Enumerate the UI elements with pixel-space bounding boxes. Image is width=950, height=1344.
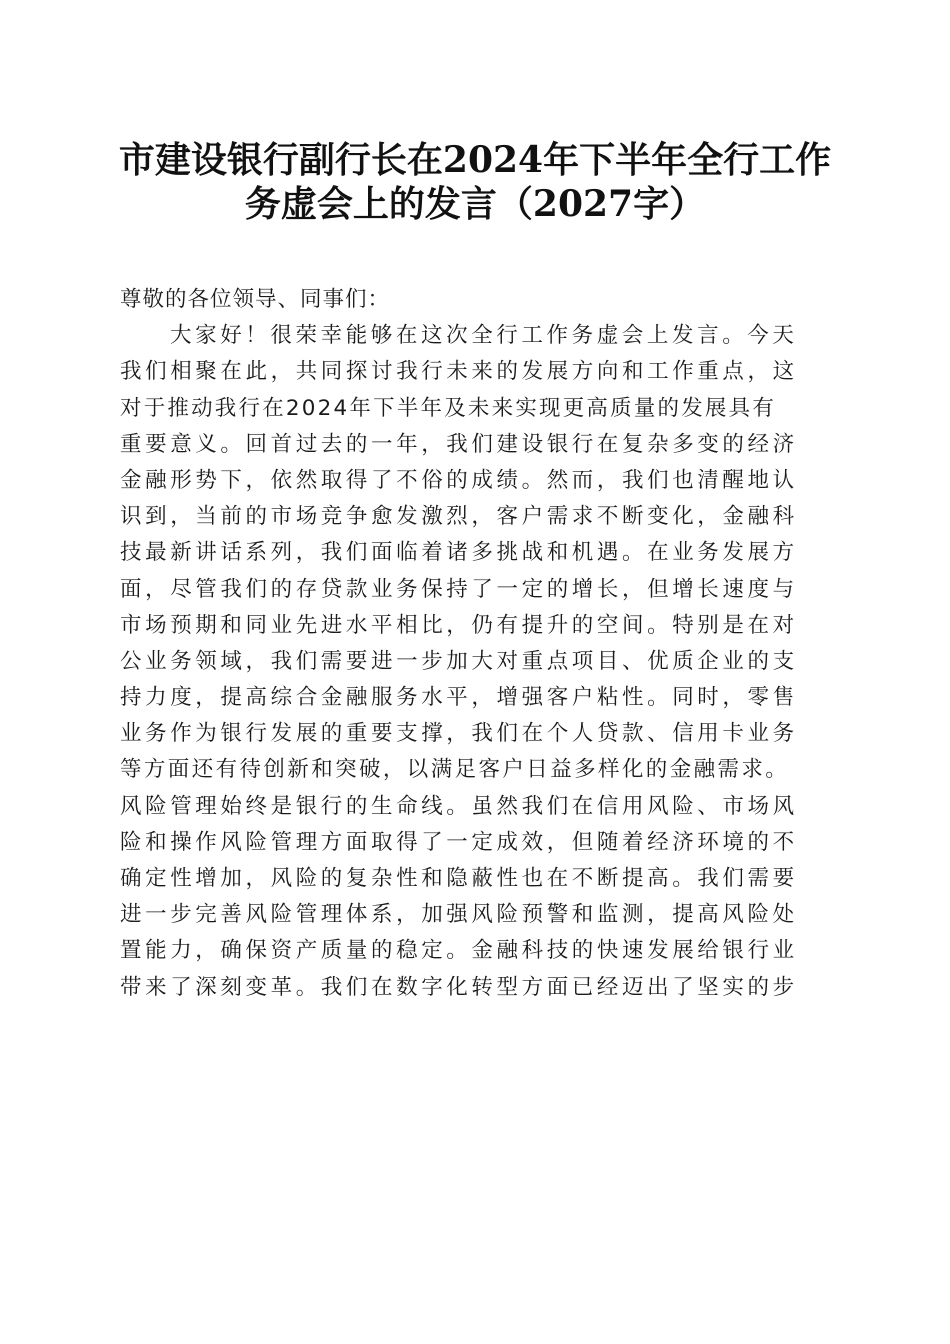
body-line: 置能力，确保资产质量的稳定。金融科技的快速发展给银行业 (120, 938, 798, 964)
document-title (60, 138, 890, 226)
body-line: 对于推动我行在2024年下半年及未来实现更高质量的发展具有 (120, 395, 777, 421)
body-line: 险和操作风险管理方面取得了一定成效，但随着经济环境的不 (120, 829, 798, 855)
body-line: 风险管理始终是银行的生命线。虽然我们在信用风险、市场风 (120, 793, 798, 819)
body-line: 识到，当前的市场竞争愈发激烈，客户需求不断变化，金融科 (120, 504, 798, 530)
body-line: 公业务领域，我们需要进一步加大对重点项目、优质企业的支 (120, 648, 798, 674)
title-line-2: 务虚会上的发言（2027字） (244, 183, 706, 225)
body-line: 带来了深刻变革。我们在数字化转型方面已经迈出了坚实的步 (120, 974, 798, 1000)
body-line: 进一步完善风险管理体系，加强风险预警和监测，提高风险处 (120, 902, 798, 928)
body-line: 大家好！很荣幸能够在这次全行工作务虚会上发言。今天 (170, 323, 798, 349)
body-line: 业务作为银行发展的重要支撑，我们在个人贷款、信用卡业务 (120, 721, 798, 747)
title-line-1: 市建设银行副行长在2024年下半年全行工作 (118, 139, 832, 181)
body-line: 持力度，提高综合金融服务水平，增强客户粘性。同时，零售 (120, 685, 798, 711)
salutation: 尊敬的各位领导、同事们： (120, 287, 391, 312)
document-body (120, 282, 830, 1006)
body-line: 确定性增加，风险的复杂性和隐蔽性也在不断提高。我们需要 (120, 866, 798, 891)
body-line: 我们相聚在此，共同探讨我行未来的发展方向和工作重点，这 (120, 359, 798, 385)
body-line: 面，尽管我们的存贷款业务保持了一定的增长，但增长速度与 (120, 576, 798, 602)
body-line: 金融形势下，依然取得了不俗的成绩。然而，我们也清醒地认 (120, 467, 798, 493)
body-line: 市场预期和同业先进水平相比，仍有提升的空间。特别是在对 (120, 612, 798, 638)
body-line: 技最新讲话系列，我们面临着诸多挑战和机遇。在业务发展方 (120, 540, 798, 566)
body-line: 重要意义。回首过去的一年，我们建设银行在复杂多变的经济 (120, 431, 798, 457)
body-line: 等方面还有待创新和突破，以满足客户日益多样化的金融需求。 (120, 757, 790, 783)
